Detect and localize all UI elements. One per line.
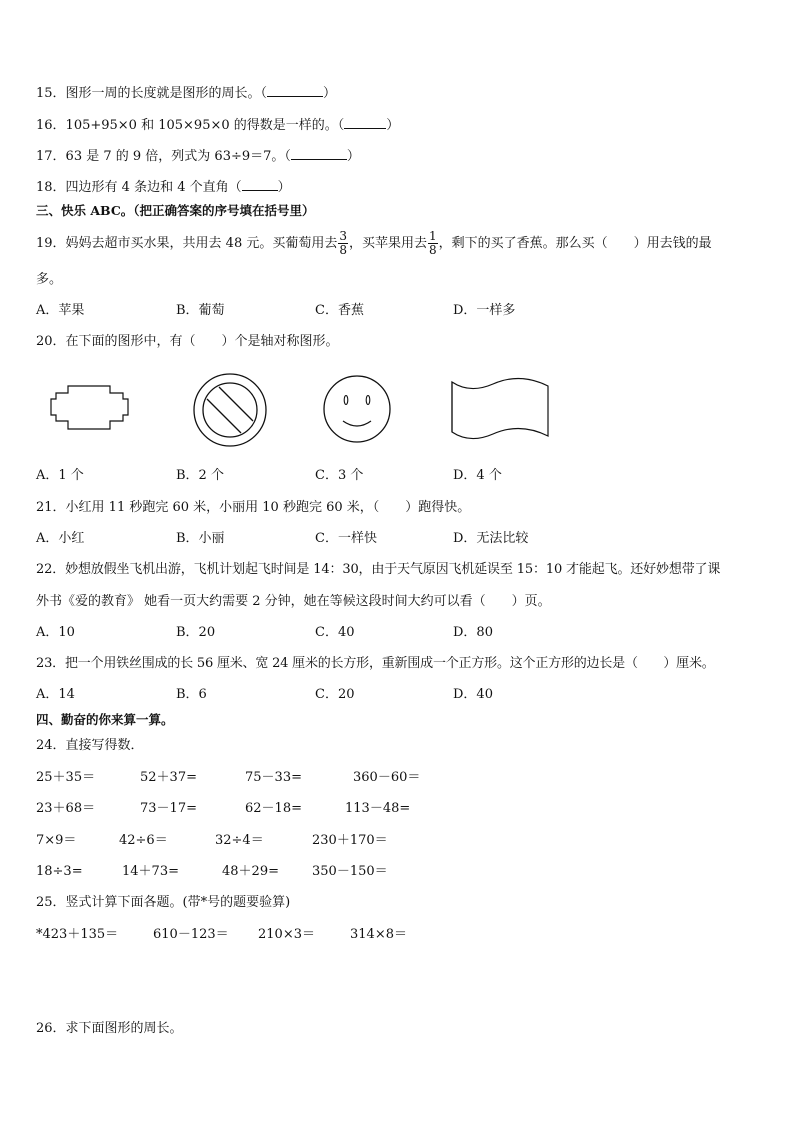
question-24-title: 24．直接写得数． (36, 738, 144, 753)
q22-option-c[interactable]: C．40 (315, 625, 355, 640)
question-15: 15．图形一周的长度就是图形的周长。（ ） (36, 86, 337, 101)
vertical-calc-item[interactable]: *423＋135＝ (36, 927, 119, 942)
q19-option-a[interactable]: A．苹果 (36, 303, 85, 318)
q20-option-b[interactable]: B．2 个 (176, 468, 224, 483)
q22-option-a[interactable]: A．10 (36, 625, 75, 640)
calc-item[interactable]: 48＋29= (222, 864, 279, 879)
q21-option-a[interactable]: A．小红 (36, 531, 85, 546)
fraction-grape: $\frac{3}{8}$ (339, 229, 347, 257)
calc-item[interactable]: 42÷6＝ (119, 833, 168, 848)
calc-item[interactable]: 32÷4＝ (215, 833, 264, 848)
vertical-calc-item[interactable]: 210×3＝ (258, 927, 315, 942)
q23-option-c[interactable]: C．20 (315, 687, 355, 702)
question-22-line2: 外书《爱的教育》 她看一页大约需要 2 分钟，她在等候这段时间大约可以看（ ）页。 (36, 594, 551, 609)
question-19-line2: 多。 (36, 272, 63, 287)
question-21: 21．小红用 11 秒跑完 60 米，小丽用 10 秒跑完 60 米，（ ）跑得快。 (36, 500, 471, 515)
q20-option-d[interactable]: D．4 个 (453, 468, 502, 483)
calc-item[interactable]: 18÷3= (36, 864, 83, 879)
calc-item[interactable]: 52＋37= (140, 770, 197, 785)
calc-item[interactable]: 73－17= (140, 801, 197, 816)
question-16: 16．105+95×0 和 105×95×0 的得数是一样的。（ ） (36, 118, 400, 133)
section-3-heading: 三、快乐 ABC。（把正确答案的序号填在括号里） (36, 203, 315, 218)
waving-flag-figure (448, 378, 558, 448)
question-17-text: 17．63 是 7 的 9 倍，列式为 63÷9＝7。（ (36, 149, 291, 164)
calc-item[interactable]: 14＋73= (122, 864, 179, 879)
question-23: 23．把一个用铁丝围成的长 56 厘米、宽 24 厘米的长方形，重新围成一个正方形。这个正方形的边长是（ ）厘米。 (36, 656, 715, 671)
q22-option-d[interactable]: D．80 (453, 625, 493, 640)
answer-blank-16[interactable] (344, 116, 386, 129)
calc-item[interactable]: 360－60＝ (353, 770, 421, 785)
q22-option-b[interactable]: B．20 (176, 625, 216, 640)
notched-rectangle-figure (50, 385, 140, 435)
q19-option-d[interactable]: D．一样多 (453, 303, 516, 318)
calc-item[interactable]: 23＋68＝ (36, 801, 96, 816)
calc-item[interactable]: 25＋35＝ (36, 770, 96, 785)
answer-blank-15[interactable] (267, 84, 323, 97)
calc-item[interactable]: 7×9＝ (36, 833, 77, 848)
q19-option-b[interactable]: B．葡萄 (176, 303, 225, 318)
calc-item[interactable]: 113－48= (345, 801, 411, 816)
answer-blank-18[interactable] (242, 178, 278, 191)
q21-option-d[interactable]: D．无法比较 (453, 531, 529, 546)
q20-option-c[interactable]: C．3 个 (315, 468, 364, 483)
q23-option-d[interactable]: D．40 (453, 687, 493, 702)
question-19: 19．妈妈去超市买水果，共用去 48 元。买葡萄用去 $\frac{3}{8}$ ，买苹果用去 $\frac{1}{8}$ ，剩下的买了香蕉。那么买（ ）用去钱的最 (36, 229, 712, 257)
question-17: 17．63 是 7 的 9 倍，列式为 63÷9＝7。（ ） (36, 149, 360, 164)
calc-item[interactable]: 230＋170＝ (312, 833, 388, 848)
q20-option-a[interactable]: A．1 个 (36, 468, 84, 483)
smiley-face-figure (322, 373, 402, 453)
calc-item[interactable]: 62－18= (245, 801, 302, 816)
q23-option-b[interactable]: B．6 (176, 687, 207, 702)
fraction-apple: $\frac{1}{8}$ (429, 229, 437, 257)
vertical-calc-item[interactable]: 610－123＝ (153, 927, 229, 942)
q21-option-b[interactable]: B．小丽 (176, 531, 225, 546)
answer-blank-17[interactable] (291, 147, 347, 160)
q23-option-a[interactable]: A．14 (36, 687, 75, 702)
question-22: 22．妙想放假坐飞机出游，飞机计划起飞时间是 14：30，由于天气原因飞机延误至 15：10 才能起飞。还好妙想带了课 (36, 562, 721, 577)
calc-item[interactable]: 75－33= (245, 770, 302, 785)
question-26-title: 26．求下面图形的周长。 (36, 1021, 183, 1036)
question-18: 18．四边形有 4 条边和 4 个直角（ ） (36, 180, 291, 195)
q19-option-c[interactable]: C．香蕉 (315, 303, 364, 318)
question-20: 20．在下面的图形中，有（ ）个是轴对称图形。 (36, 334, 339, 349)
q21-option-c[interactable]: C．一样快 (315, 531, 377, 546)
question-18-text: 18．四边形有 4 条边和 4 个直角（ (36, 180, 242, 195)
prohibition-sign-figure (193, 373, 273, 453)
question-16-text: 16．105+95×0 和 105×95×0 的得数是一样的。（ (36, 118, 345, 133)
calc-item[interactable]: 350－150＝ (312, 864, 388, 879)
section-4-heading: 四、勤奋的你来算一算。 (36, 712, 174, 727)
question-25-title: 25．竖式计算下面各题。(带*号的题要验算) (36, 895, 291, 910)
vertical-calc-item[interactable]: 314×8＝ (350, 927, 407, 942)
question-15-text: 15．图形一周的长度就是图形的周长。（ (36, 86, 268, 101)
